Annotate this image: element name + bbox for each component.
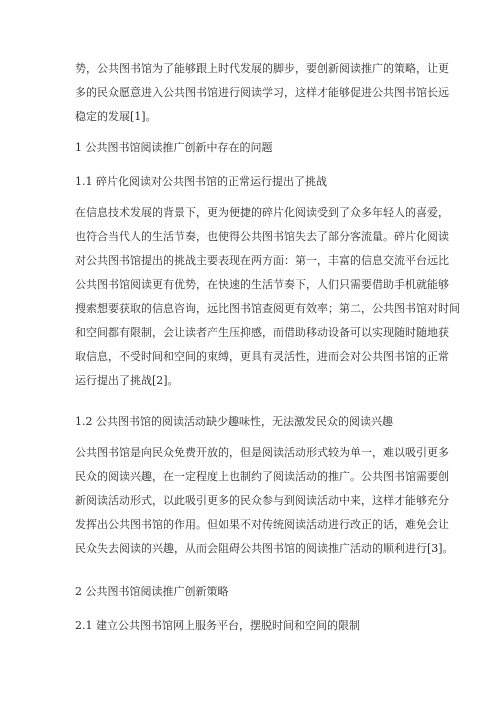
text-line: 和空间都有限制，会让读者产生压抑感，而借助移动设备可以实现随时随地获 <box>75 326 449 339</box>
subsection-heading-2-1: 2.1 建立公共图书馆网上服务平台，摆脱时间和空间的限制 <box>75 619 360 632</box>
text-line: 新阅读活动形式，以此吸引更多的民众参与到阅读活动中来，这样才能够充分 <box>75 494 449 507</box>
subsection-heading-1-1: 1.1 碎片化阅读对公共图书馆的正常运行提出了挑战 <box>75 175 327 188</box>
text-line: 运行提出了挑战[2]。 <box>75 374 179 387</box>
text-line: 公共图书馆是向民众免费开放的，但是阅读活动形式较为单一，难以吸引更多 <box>75 446 449 459</box>
section-heading-2: 2 公共图书馆阅读推广创新策略 <box>75 585 229 598</box>
text-line: 多的民众愿意进入公共图书馆进行阅读学习，这样才能够促进公共图书馆长远 <box>75 86 449 99</box>
text-line: 也符合当代人的生活节奏，也使得公共图书馆失去了部分客流量。碎片化阅读 <box>75 230 449 243</box>
section-heading-1: 1 公共图书馆阅读推广创新中存在的问题 <box>75 141 273 154</box>
paragraph-1-2 <box>75 441 454 561</box>
text-line: 势，公共图书馆为了能够跟上时代发展的脚步，要创新阅读推广的策略，让更 <box>75 62 449 75</box>
text-line: 在信息技术发展的背景下，更为便捷的碎片化阅读受到了众多年轻人的喜爱， <box>75 206 449 219</box>
text-line: 搜索想要获取的信息咨询，远比图书馆查阅更有效率；第二，公共图书馆对时间 <box>75 302 460 315</box>
paragraph-1-1 <box>75 201 460 393</box>
subsection-heading-1-2: 1.2 公共图书馆的阅读活动缺少趣味性，无法激发民众的阅读兴趣 <box>75 415 393 428</box>
text-line: 取信息，不受时间和空间的束缚，更具有灵活性，进而会对公共图书馆的正常 <box>75 350 449 363</box>
intro-paragraph <box>75 57 449 129</box>
text-line: 发挥出公共图书馆的作用。但如果不对传统阅读活动进行改正的话，难免会让 <box>75 518 449 531</box>
text-line: 公共图书馆阅读更有优势，在快速的生活节奏下，人们只需要借助手机就能够 <box>75 278 449 291</box>
text-line: 对公共图书馆提出的挑战主要表现在两方面：第一，丰富的信息交流平台远比 <box>75 254 449 267</box>
text-line: 民众的阅读兴趣，在一定程度上也制约了阅读活动的推广。公共图书馆需要创 <box>75 470 449 483</box>
text-line: 民众失去阅读的兴趣，从而会阻碍公共图书馆的阅读推广活动的顺利进行[3]。 <box>75 542 454 555</box>
text-line: 稳定的发展[1]。 <box>75 110 157 123</box>
